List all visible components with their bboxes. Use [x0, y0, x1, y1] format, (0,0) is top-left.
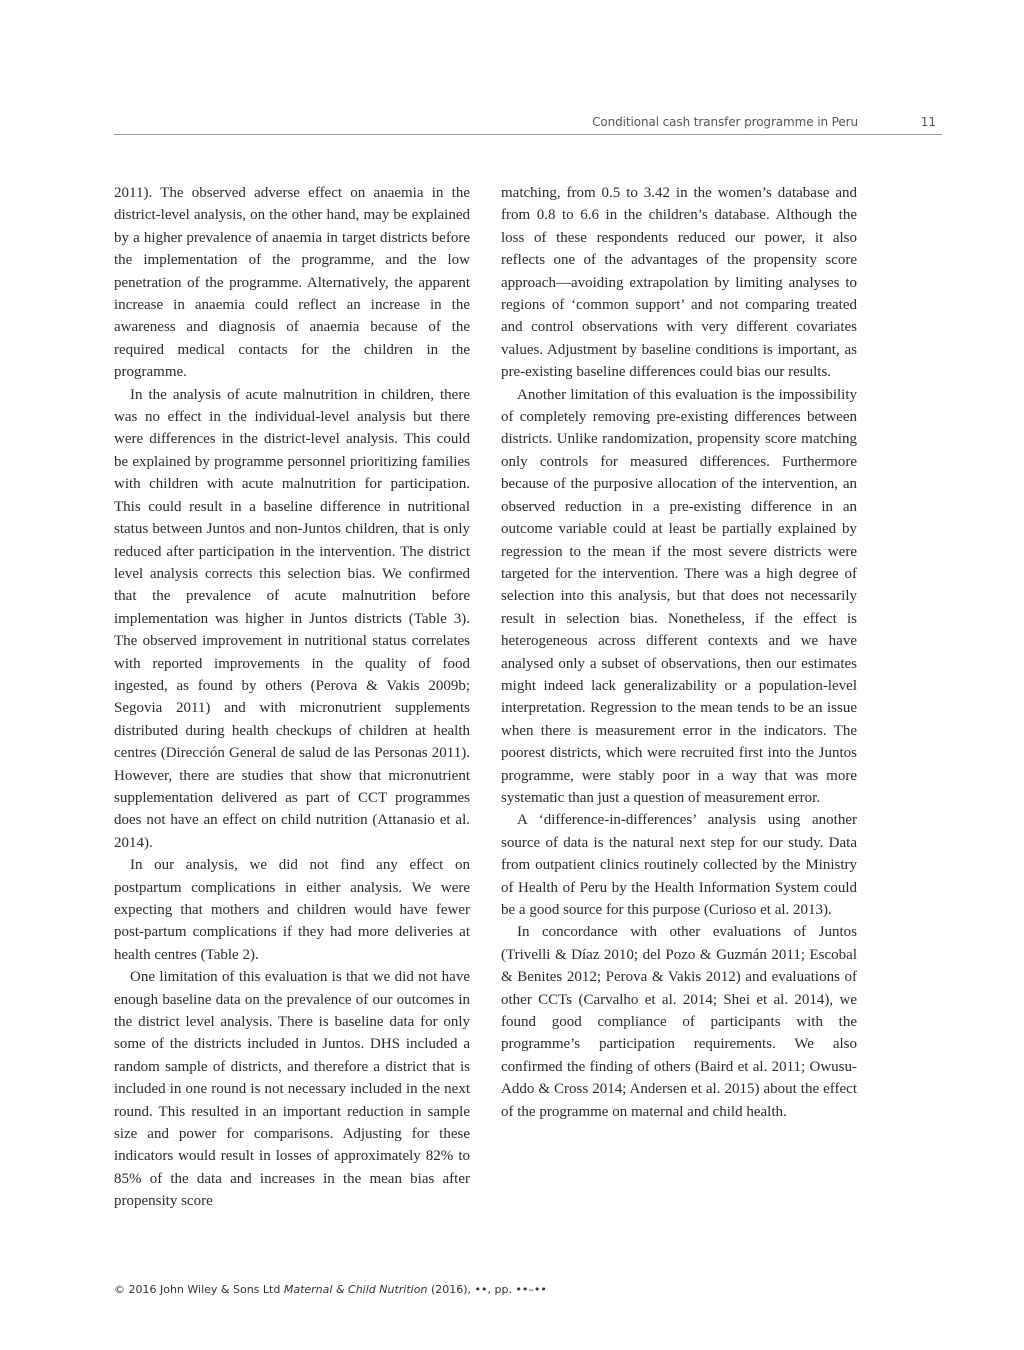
- paragraph: In the analysis of acute malnutrition in children, there was no effect in the individual-level analysis but there were differences in the district-level analysis. This could be explained by programme personnel prioritizing families with children with acute malnutrition for participation. This could result in a baseline difference in nutritional status between Juntos and non-Juntos children, that is only reduced after participation in the intervention. The district level analysis corrects this selection bias. We confirmed that the prevalence of acute malnutrition before implementation was higher in Juntos districts (Table 3). The observed improvement in nutritional status correlates with reported improvements in the quality of food ingested, as found by others (Perova & Vakis 2009b; Segovia 2011) and with micronutrient supplements distributed during health checkups of children at health centres (Dirección General de salud de las Personas 2011). However, there are studies that show that micronutrient supplementation delivered as part of CCT programmes does not have an effect on child nutrition (Attanasio et al. 2014).: [114, 386, 470, 851]
- paragraph: One limitation of this evaluation is that we did not have enough baseline data on the prevalence of our outcomes in the district level analysis. There is baseline data for only some of the districts included in Juntos. DHS included a random sample of districts, and therefore a district that is included in one round is not necessary included in the next round. This resulted in an important reduction in sample size and power for comparisons. Adjusting for these indicators would result in losses of approximately 82% to 85% of the data and increases in the mean bias after propensity score: [114, 969, 470, 1210]
- left-column: [114, 182, 470, 1213]
- paragraph: 2011). The observed adverse effect on anaemia in the district-level analysis, on the other hand, may be explained by a higher prevalence of anaemia in target districts before the implementation of the programme, and the low penetration of the programme. Alternatively, the apparent increase in anaemia could reflect an increase in the awareness and diagnosis of anaemia because of the required medical contacts for the children in the programme.: [114, 185, 470, 381]
- paragraph: In our analysis, we did not find any effect on postpartum complications in either analysis. We were expecting that mothers and children would have fewer post-partum complications if they had more deliveries at health centres (Table 2).: [114, 857, 470, 963]
- paragraph: A ‘difference-in-differences’ analysis using another source of data is the natural next step for our study. Data from outpatient clinics routinely collected by the Ministry of Health of Peru by the Health Information System could be a good source for this purpose (Curioso et al. 2013).: [501, 812, 857, 918]
- running-head: [114, 112, 942, 135]
- page-number: 11: [920, 115, 936, 129]
- journal-name: Maternal & Child Nutrition: [283, 1283, 428, 1296]
- paragraph: Another limitation of this evaluation is the impossibility of completely removing pre-existing differences between districts. Unlike randomization, propensity score matching only controls for measured differences. Furthermore because of the purposive allocation of the intervention, an observed reduction in a pre-existing difference in an outcome variable could at least be partially explained by regression to the mean if the most severe districts were targeted for the intervention. There was a high degree of selection into this analysis, but that does not necessarily result in selection bias. Nonetheless, if the effect is heterogeneous across different contexts and we have analysed only a subset of observations, then our estimates might indeed lack generalizability or a population-level interpretation. Regression to the mean tends to be an issue when there is measurement error in the indicators. The poorest districts, which were recruited first into the Juntos programme, were stably poor in a way that was more systematic than just a question of measurement error.: [501, 386, 857, 806]
- paragraph: In concordance with other evaluations of Juntos (Trivelli & Díaz 2010; del Pozo & Guzmán 2011; Escobal & Benites 2012; Perova & Vakis 2012) and evaluations of other CCTs (Carvalho et al. 2014; Shei et al. 2014), we found good compliance of participants with the programme’s participation requirements. We also confirmed the finding of others (Baird et al. 2011; Owusu-Addo & Cross 2014; Andersen et al. 2015) about the effect of the programme on maternal and child health.: [501, 924, 857, 1120]
- right-column: [501, 182, 857, 1123]
- running-title: Conditional cash transfer programme in Peru: [592, 115, 858, 129]
- footer: [114, 1283, 874, 1296]
- citation-info: (2016), ••, pp. ••–••: [430, 1283, 547, 1296]
- paragraph: matching, from 0.5 to 3.42 in the women’s database and from 0.8 to 6.6 in the children’s database. Although the loss of these respondents reduced our power, it also reflects one of the advantages of the propensity score approach—avoiding extrapolation by limiting analyses to regions of ‘common support’ and not comparing treated and control observations with very different covariates values. Adjustment by baseline conditions is important, as pre-existing baseline differences could bias our results.: [501, 185, 857, 381]
- copyright-notice: © 2016 John Wiley & Sons Ltd: [114, 1283, 281, 1296]
